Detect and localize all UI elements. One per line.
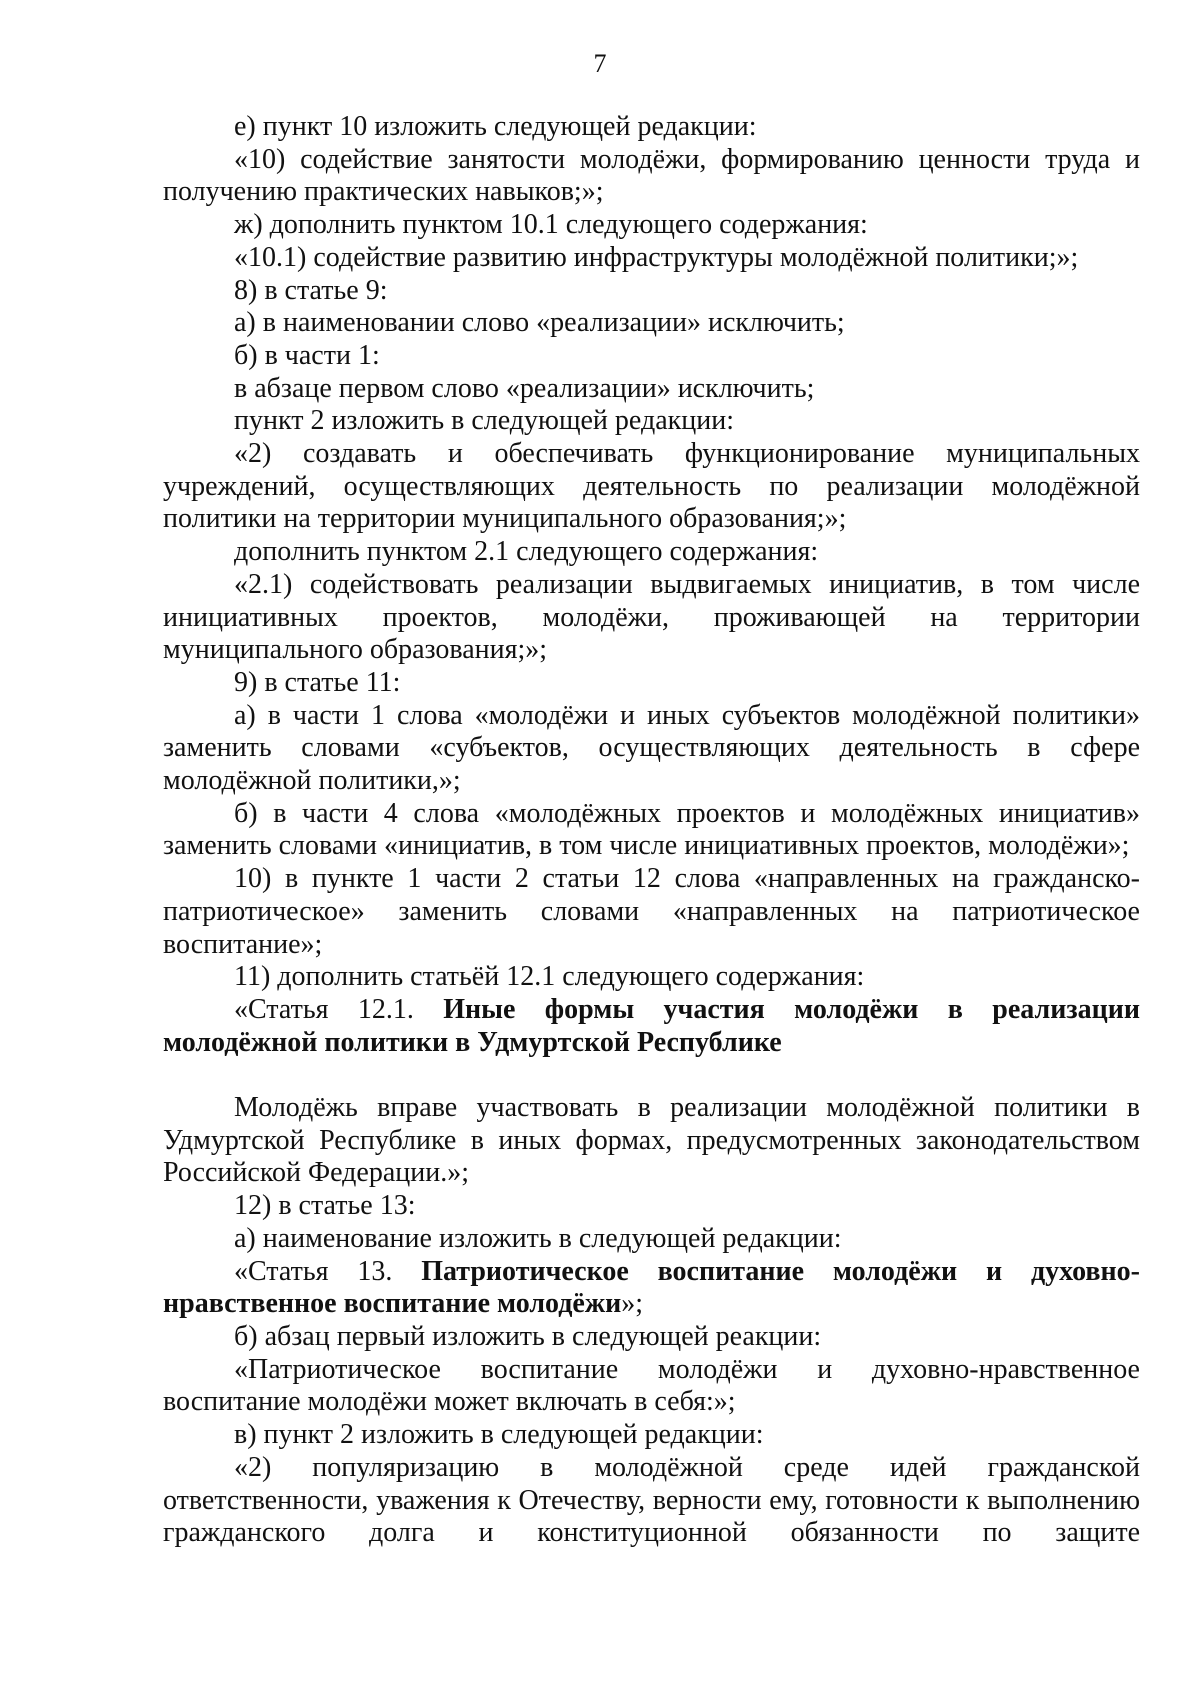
paragraph: а) наименование изложить в следующей редакции: bbox=[234, 1222, 842, 1254]
paragraph: дополнить пунктом 2.1 следующего содержания: bbox=[234, 536, 819, 568]
paragraph: «2) популяризацию в молодёжной среде идей гражданской ответственности, уважения к Отечеству, верности ему, готовности к выполнению гражданского долга и конституционной обязанности по защите bbox=[163, 1451, 1140, 1549]
article-heading bbox=[163, 994, 1140, 1059]
document-body bbox=[163, 111, 1140, 1550]
paragraph: а) в части 1 слова «молодёжи и иных субъектов молодёжной политики» заменить словами «субъектов, осуществляющих деятельность в сфере молодёжной политики,»; bbox=[163, 699, 1140, 797]
paragraph: е) пункт 10 изложить следующей редакции: bbox=[234, 111, 757, 142]
article-title: Патриотическое воспитание молодёжи и духовно-нравственное воспитание молодёжи bbox=[163, 1255, 1140, 1320]
paragraph: «10) содействие занятости молодёжи, формированию ценности труда и получению практических навыков;»; bbox=[163, 143, 1140, 208]
article-heading bbox=[163, 1256, 1140, 1321]
page-number: 7 bbox=[593, 49, 607, 78]
paragraph: 12) в статье 13: bbox=[234, 1190, 416, 1222]
paragraph: б) абзац первый изложить в следующей реакции: bbox=[234, 1321, 822, 1352]
paragraph: в) пункт 2 изложить в следующей редакции: bbox=[234, 1419, 764, 1451]
article-number: «Статья 13. bbox=[234, 1255, 422, 1287]
paragraph: б) в части 4 слова «молодёжных проектов и молодёжных инициатив» заменить словами «инициатив, в том числе инициативных проектов, молодёжи»; bbox=[163, 797, 1140, 862]
paragraph: «Патриотическое воспитание молодёжи и духовно-нравственное воспитание молодёжи может включать в себя:»; bbox=[163, 1353, 1140, 1418]
paragraph: «10.1) содействие развитию инфраструктуры молодёжной политики;»; bbox=[234, 241, 1079, 273]
paragraph: 10) в пункте 1 части 2 статьи 12 слова «направленных на гражданско-патриотическое» заменить словами «направленных на патриотическое воспитание»; bbox=[163, 863, 1140, 960]
paragraph: «2) создавать и обеспечивать функционирование муниципальных учреждений, осуществляющих деятельность по реализации молодёжной политики на территории муниципального образования;»; bbox=[163, 438, 1140, 535]
blank-line bbox=[163, 1059, 1140, 1092]
article-number: «Статья 12.1. bbox=[234, 993, 444, 1025]
paragraph: 9) в статье 11: bbox=[234, 666, 401, 698]
paragraph: а) в наименовании слово «реализации» исключить; bbox=[234, 307, 845, 339]
paragraph: ж) дополнить пунктом 10.1 следующего содержания: bbox=[234, 209, 868, 241]
paragraph: Молодёжь вправе участвовать в реализации молодёжной политики в Удмуртской Республике в иных формах, предусмотренных законодательством Российской Федерации.»; bbox=[163, 1092, 1140, 1189]
paragraph: в абзаце первом слово «реализации» исключить; bbox=[234, 372, 815, 404]
paragraph: «2.1) содействовать реализации выдвигаемых инициатив, в том числе инициативных проектов, молодёжи, проживающей на территории муниципального образования;»; bbox=[163, 568, 1140, 666]
paragraph: 11) дополнить статьёй 12.1 следующего содержания: bbox=[234, 961, 865, 993]
article-title: Иные формы участия молодёжи в реализации молодёжной политики в Удмуртской Республике bbox=[163, 993, 1140, 1058]
paragraph: пункт 2 изложить в следующей редакции: bbox=[234, 405, 734, 437]
paragraph: б) в части 1: bbox=[234, 339, 380, 371]
article-heading-suffix: »; bbox=[621, 1288, 644, 1320]
paragraph: 8) в статье 9: bbox=[234, 274, 388, 306]
